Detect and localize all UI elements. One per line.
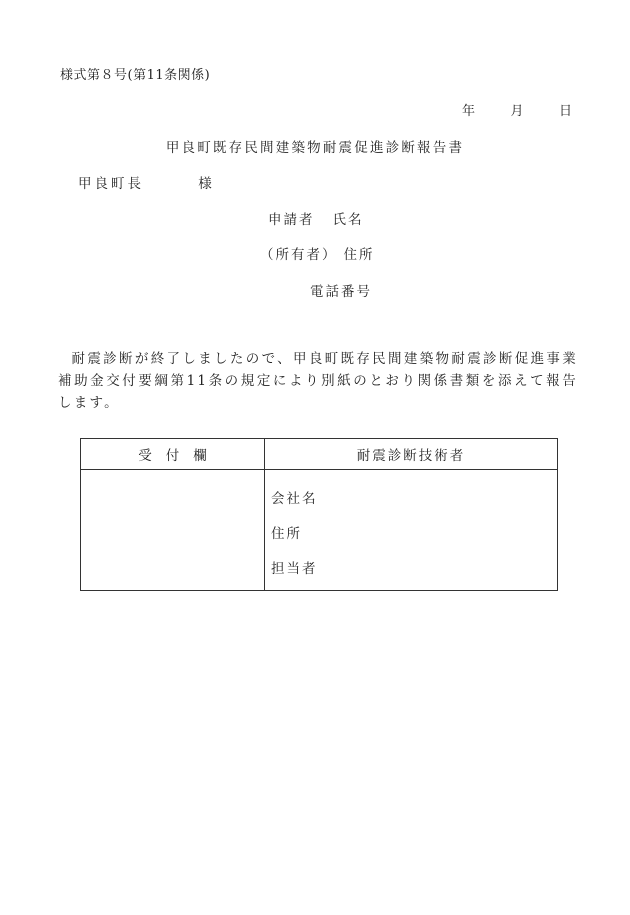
date-line — [462, 100, 572, 119]
document-title: 甲良町既存民間建築物耐震促進診断報告書 — [165, 140, 465, 156]
addressee-name: 甲良町長 — [78, 176, 144, 192]
applicant-address-row — [260, 243, 375, 263]
addressee — [78, 172, 212, 192]
info-table-body-row — [81, 470, 558, 591]
engineer-address-field: 住所 — [271, 526, 302, 542]
reception-header — [81, 439, 265, 470]
engineer-cell — [265, 470, 558, 591]
report-body-text: 耐震診断が終了しましたので、甲良町既存民間建築物耐震診断促進事業補助金交付要綱第11条の規定により別紙のとおり関係書類を添えて報告します。 — [58, 351, 578, 411]
date-day-label: 日 — [558, 104, 572, 119]
engineer-person-field: 担当者 — [271, 561, 318, 577]
applicant-name-field: 氏名 — [332, 212, 364, 228]
engineer-header: 耐震診断技術者 — [265, 439, 558, 470]
applicant-address-field: 住所 — [343, 247, 375, 263]
report-body — [58, 348, 578, 414]
applicant-label: 申請者 — [268, 212, 315, 228]
applicant-phone-row — [310, 280, 372, 300]
addressee-honorific: 様 — [198, 176, 212, 192]
reception-header-label: 受付欄 — [138, 448, 221, 464]
reception-cell — [81, 470, 265, 591]
info-table — [80, 438, 558, 591]
applicant-name-row — [268, 208, 364, 228]
engineer-company-field: 会社名 — [271, 491, 318, 507]
form-number: 様式第８号(第11条関係) — [60, 68, 211, 83]
owner-label: （所有者） — [260, 247, 338, 263]
applicant-phone-field: 電話番号 — [310, 284, 372, 300]
date-year-label: 年 — [462, 104, 476, 119]
date-month-label: 月 — [510, 104, 524, 119]
info-table-header-row — [81, 439, 558, 470]
